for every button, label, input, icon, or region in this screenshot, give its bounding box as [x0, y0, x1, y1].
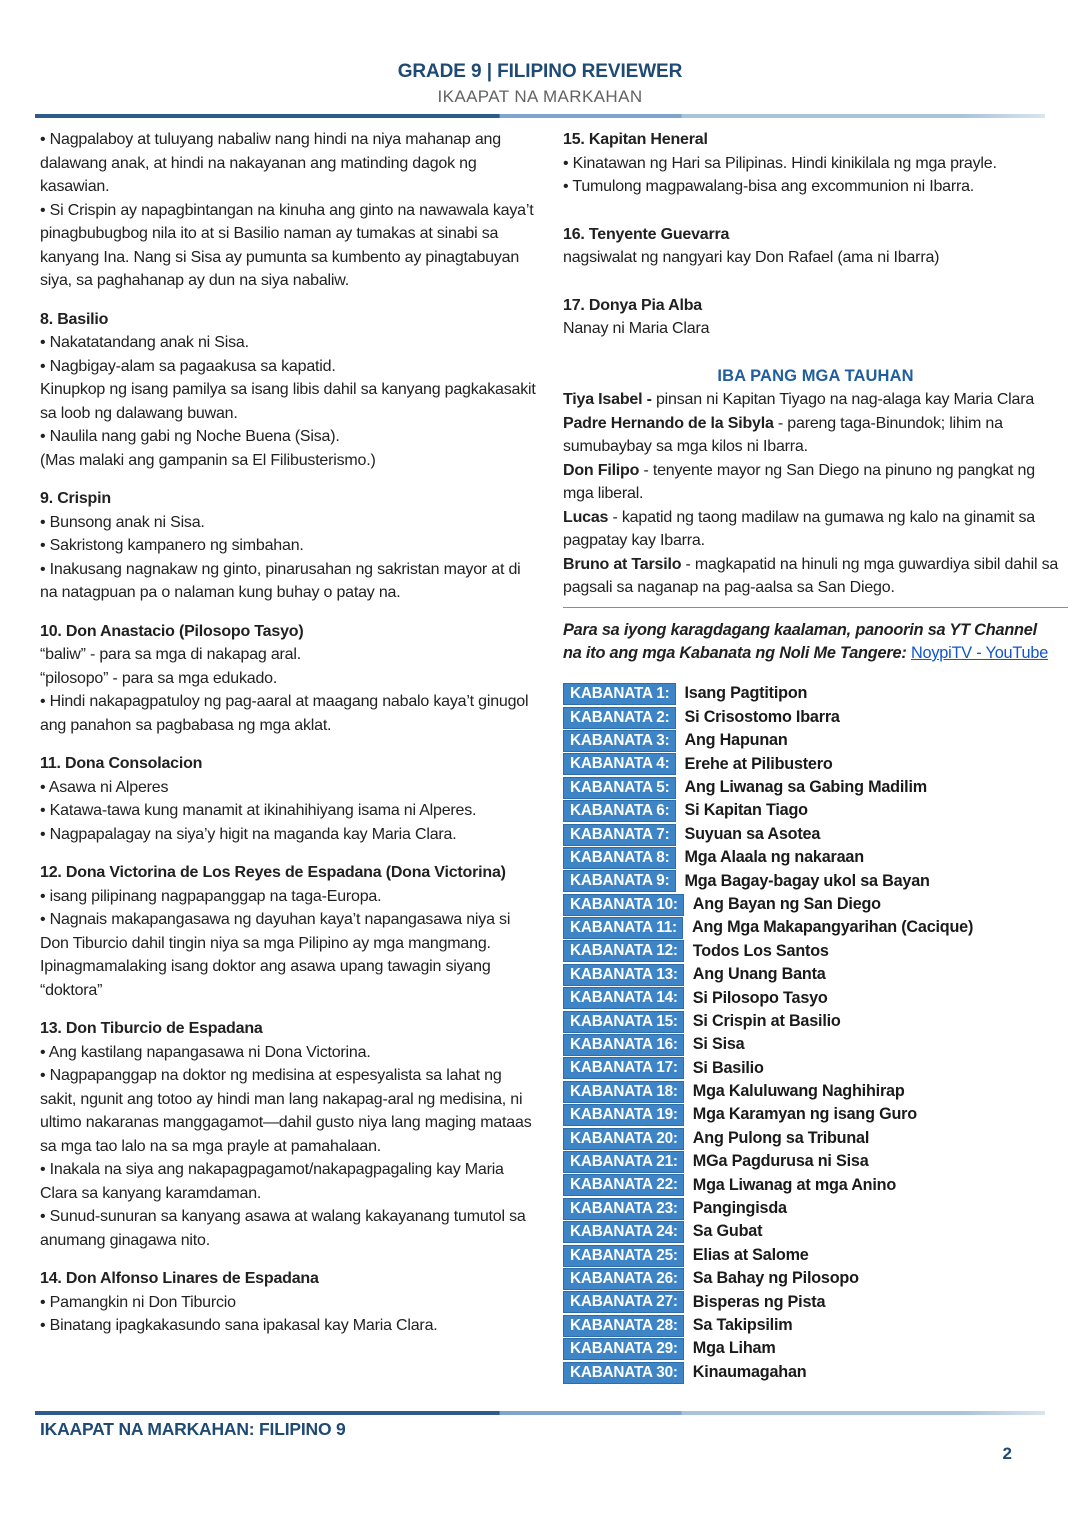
- kabanata-title: Mga Liwanag at mga Anino: [692, 1175, 897, 1194]
- text-line: • Naulila nang gabi ng Noche Buena (Sisa).: [40, 428, 340, 445]
- kabanata-row: [563, 893, 1068, 916]
- kabanata-title: Sa Gubat: [692, 1222, 763, 1241]
- kabanata-row: [563, 1033, 1068, 1056]
- character-description: - pareng taga-Binundok; lihim na sumubaybay sa mga kilos ni Ibarra.: [563, 414, 1003, 455]
- kabanata-row: [563, 1267, 1068, 1290]
- text-line: • Inakala na siya ang nakapagpagamot/nakapagpagaling kay Maria: [40, 1161, 504, 1178]
- kabanata-label: KABANATA 20:: [563, 1128, 684, 1150]
- kabanata-row: [563, 1174, 1068, 1197]
- character-entry: [563, 553, 1068, 600]
- kabanata-title: Si Crispin at Basilio: [692, 1011, 841, 1030]
- text-line: • Sakristong kampanero ng simbahan.: [40, 537, 304, 554]
- text-line: siya, sa paghahanap ay dun na siya nabaliw.: [40, 272, 349, 289]
- kabanata-label: KABANATA 14:: [563, 987, 684, 1009]
- text-line: (Mas malaki ang gampanin sa El Filibusterismo.): [40, 451, 376, 469]
- kabanata-title: Si Basilio: [692, 1058, 764, 1077]
- kabanata-title: Sa Bahay ng Pilosopo: [692, 1269, 859, 1288]
- kabanata-label: KABANATA 8:: [563, 847, 676, 869]
- kabanata-title: Ang Pulong sa Tribunal: [692, 1128, 870, 1147]
- text-line: anumang ginagawa nito.: [40, 1231, 210, 1249]
- text-line: kasawian.: [40, 178, 110, 195]
- kabanata-row: [563, 963, 1068, 986]
- text-line: • Nagpapanggap na doktor ng medisina at espesyalista sa lahat ng: [40, 1067, 502, 1084]
- text-line: • Pamangkin ni Don Tiburcio: [40, 1293, 236, 1311]
- kabanata-title: Mga Karamyan ng isang Guro: [692, 1105, 917, 1124]
- section-heading: 8. Basilio: [40, 310, 109, 328]
- other-characters-list: [563, 388, 1068, 600]
- footer-text: IKAAPAT NA MARKAHAN: FILIPINO 9: [40, 1419, 346, 1439]
- kabanata-title: Suyuan sa Asotea: [684, 824, 821, 843]
- character-entry: [563, 459, 1068, 506]
- character-name: Tiya Isabel -: [563, 391, 652, 408]
- page-number: 2: [1002, 1444, 1012, 1463]
- character-section: [40, 487, 558, 605]
- section-heading: 15. Kapitan Heneral: [563, 131, 708, 148]
- text-line: • Tumulong magpawalang-bisa ang excommunion ni Ibarra.: [563, 178, 975, 195]
- character-section: [563, 128, 1068, 199]
- text-line: ultimo nakaranas manggagamot—dahil gusto niya lang maging mataas: [40, 1114, 532, 1131]
- character-name: Padre Hernando de la Sibyla: [563, 414, 774, 432]
- text-line: pinagbubugbog nila ito at si Basilio naman ay tumakas at sinabi sa: [40, 225, 499, 242]
- text-line: sa mga tao lalo na sa mga prayle at pamahalaan.: [40, 1137, 382, 1155]
- text-line: • Nagpapalagay na siya’y higit na maganda kay Maria Clara.: [40, 825, 457, 843]
- kabanata-row: [563, 1220, 1068, 1243]
- section-heading: 10. Don Anastacio (Pilosopo Tasyo): [40, 622, 304, 640]
- text-line: dalawang anak, at hindi na nakayanan ang matinding dagok ng: [40, 154, 477, 172]
- section-divider-line: [563, 607, 1068, 608]
- character-name: Don Filipo: [563, 461, 640, 479]
- character-section: [40, 308, 558, 473]
- text-line: Nanay ni Maria Clara: [563, 320, 710, 337]
- character-section: [40, 752, 558, 846]
- kabanata-title: Ang Unang Banta: [692, 965, 826, 984]
- kabanata-row: [563, 823, 1068, 846]
- kabanata-label: KABANATA 3:: [563, 730, 676, 752]
- kabanata-row: [563, 1150, 1068, 1173]
- character-description: - kapatid ng taong madilaw na gumawa ng kalo na ginamit sa pagpatay kay Ibarra.: [563, 508, 1035, 549]
- yt-note-line2-text: na ito ang mga Kabanata ng Noli Me Tangere:: [563, 644, 911, 662]
- kabanata-title: Mga Bagay-bagay ukol sa Bayan: [684, 871, 930, 890]
- kabanata-row: [563, 1104, 1068, 1127]
- character-section: [40, 1017, 558, 1252]
- character-entry: [563, 506, 1068, 553]
- kabanata-title: Isang Pagtitipon: [684, 684, 808, 703]
- page-title: GRADE 9 | FILIPINO REVIEWER: [397, 61, 683, 82]
- section-heading: 11. Dona Consolacion: [40, 755, 203, 772]
- kabanata-label: KABANATA 13:: [563, 964, 684, 986]
- kabanata-row: [563, 846, 1068, 869]
- text-line: nagsiwalat ng nangyari kay Don Rafael (ama ni Ibarra): [563, 249, 940, 266]
- kabanata-label: KABANATA 23:: [563, 1198, 684, 1220]
- kabanata-title: Mga Liham: [692, 1339, 776, 1358]
- kabanata-row: [563, 1057, 1068, 1080]
- kabanata-label: KABANATA 5:: [563, 777, 676, 799]
- kabanata-row: [563, 870, 1068, 893]
- kabanata-label: KABANATA 24:: [563, 1221, 684, 1243]
- text-line: Don Tiburcio dahil tingin niya sa mga Pilipino ay mga mangmang.: [40, 934, 491, 952]
- character-section: [563, 223, 1068, 270]
- text-line: • Ang kastilang napangasawa ni Dona Victorina.: [40, 1043, 371, 1061]
- other-characters-heading: IBA PANG MGA TAUHAN: [717, 366, 914, 385]
- text-line: Clara sa kanyang karamdaman.: [40, 1184, 262, 1202]
- kabanata-row: [563, 753, 1068, 776]
- character-section: [40, 128, 558, 293]
- kabanata-row: [563, 1010, 1068, 1033]
- header-divider-line: [35, 114, 1045, 118]
- kabanata-label: KABANATA 15:: [563, 1011, 684, 1033]
- text-line: “doktora”: [40, 981, 103, 999]
- kabanata-title: Si Kapitan Tiago: [684, 801, 808, 820]
- kabanata-title: Ang Mga Makapangyarihan (Cacique): [691, 918, 974, 937]
- character-entry: [563, 412, 1068, 459]
- kabanata-title: Sa Takipsilim: [692, 1316, 793, 1334]
- section-heading: 14. Don Alfonso Linares de Espadana: [40, 1270, 319, 1287]
- kabanata-title: Todos Los Santos: [692, 941, 829, 960]
- section-heading: 13. Don Tiburcio de Espadana: [40, 1020, 263, 1037]
- text-line: • Nagnais makapangasawa ng dayuhan kaya’t napangasawa niya si: [40, 911, 511, 928]
- right-character-sections: [563, 128, 1068, 341]
- kabanata-row: [563, 940, 1068, 963]
- character-section: [40, 861, 558, 1002]
- kabanata-label: KABANATA 9:: [563, 870, 676, 892]
- character-section: [563, 294, 1068, 341]
- kabanata-label: KABANATA 11:: [563, 917, 683, 939]
- kabanata-label: KABANATA 10:: [563, 894, 684, 916]
- text-line: • Si Crispin ay napagbintangan na kinuha ang ginto na nawawala kaya’t: [40, 201, 534, 219]
- text-line: • Bunsong anak ni Sisa.: [40, 513, 205, 531]
- yt-note-line2: [563, 642, 1068, 666]
- kabanata-label: KABANATA 26:: [563, 1268, 684, 1290]
- kabanata-label: KABANATA 30:: [563, 1362, 684, 1384]
- yt-note-line1: Para sa iyong karagdagang kaalaman, panoorin sa YT Channel: [563, 620, 1037, 639]
- kabanata-label: KABANATA 12:: [563, 940, 684, 962]
- yt-note: [563, 619, 1068, 666]
- kabanata-row: [563, 776, 1068, 799]
- text-line: • Sunud-sunuran sa kanyang asawa at walang kakayanang tumutol sa: [40, 1208, 526, 1225]
- character-description: - tenyente mayor ng San Diego na pinuno ng pangkat ng mga liberal.: [563, 461, 1035, 502]
- text-line: • Asawa ni Alperes: [40, 778, 169, 796]
- character-entry: [563, 388, 1068, 412]
- kabanata-label: KABANATA 1:: [563, 683, 676, 705]
- chapter-list: [563, 683, 1068, 1385]
- section-heading: 16. Tenyente Guevarra: [563, 225, 730, 243]
- text-line: na natagpuan pa o nalaman kung buhay o patay na.: [40, 584, 401, 601]
- kabanata-title: Si Sisa: [692, 1035, 745, 1054]
- text-line: • Katawa-tawa kung manamit at ikinahihiyang isama ni Alperes.: [40, 802, 477, 819]
- text-line: kanyang Ina. Nang si Sisa ay pumunta sa kumbento ay pinagtabuyan: [40, 248, 520, 266]
- kabanata-title: Ang Bayan ng San Diego: [692, 894, 881, 913]
- kabanata-label: KABANATA 18:: [563, 1081, 684, 1103]
- kabanata-label: KABANATA 21:: [563, 1151, 684, 1173]
- page-header: [0, 0, 1080, 107]
- kabanata-label: KABANATA 16:: [563, 1034, 684, 1056]
- text-line: “baliw” - para sa mga di nakapag aral.: [40, 646, 301, 663]
- kabanata-title: Elias at Salome: [692, 1245, 809, 1264]
- character-section: [40, 1267, 558, 1338]
- left-column: [40, 128, 558, 1338]
- character-description: pinsan ni Kapitan Tiyago na nag-alaga kay Maria Clara: [655, 391, 1035, 408]
- text-line: • Binatang ipagkakasundo sana ipakasal kay Maria Clara.: [40, 1317, 438, 1334]
- section-heading: 9. Crispin: [40, 490, 111, 507]
- text-line: • Kinatawan ng Hari sa Pilipinas. Hindi kinikilala ng mga prayle.: [563, 154, 997, 172]
- kabanata-row: [563, 1337, 1068, 1360]
- character-description: - magkapatid na hinuli ng mga guwardiya sibil dahil sa pagsali sa naganap na pag-aalsa sa San Diego.: [563, 555, 1059, 596]
- kabanata-row: [563, 1127, 1068, 1150]
- kabanata-label: KABANATA 29:: [563, 1338, 684, 1360]
- kabanata-row: [563, 1197, 1068, 1220]
- section-heading: 12. Dona Victorina de Los Reyes de Espadana (Dona Victorina): [40, 864, 506, 881]
- kabanata-title: Si Pilosopo Tasyo: [692, 988, 828, 1007]
- kabanata-title: MGa Pagdurusa ni Sisa: [692, 1152, 869, 1171]
- kabanata-row: [563, 683, 1068, 706]
- right-column: [563, 128, 1068, 1384]
- text-line: • Nagpalaboy at tuluyang nabaliw nang hindi na niya mahanap ang: [40, 131, 501, 148]
- kabanata-row: [563, 1080, 1068, 1103]
- kabanata-row: [563, 799, 1068, 822]
- kabanata-row: [563, 706, 1068, 729]
- kabanata-title: Erehe at Pilibustero: [684, 754, 833, 773]
- kabanata-label: KABANATA 27:: [563, 1291, 684, 1313]
- kabanata-title: Mga Kaluluwang Naghihirap: [692, 1082, 905, 1101]
- section-heading: 17. Donya Pia Alba: [563, 296, 702, 314]
- footer-divider-line: [35, 1411, 1045, 1415]
- text-line: Ipinagmamalaking isang doktor ang asawa upang tawagin siyang: [40, 958, 491, 975]
- character-section: [40, 620, 558, 738]
- kabanata-label: KABANATA 17:: [563, 1057, 684, 1079]
- kabanata-label: KABANATA 19:: [563, 1104, 684, 1126]
- kabanata-row: [563, 1361, 1068, 1384]
- kabanata-title: Mga Alaala ng nakaraan: [684, 848, 864, 867]
- text-line: • Nagbigay-alam sa pagaakusa sa kapatid.: [40, 357, 336, 375]
- kabanata-label: KABANATA 4:: [563, 753, 676, 775]
- text-line: ang panahon sa pagbabasa ng mga aklat.: [40, 716, 332, 734]
- kabanata-row: [563, 1244, 1068, 1267]
- page-subtitle: IKAAPAT NA MARKAHAN: [437, 87, 643, 106]
- kabanata-row: [563, 729, 1068, 752]
- kabanata-label: KABANATA 22:: [563, 1174, 684, 1196]
- text-line: “pilosopo” - para sa mga edukado.: [40, 669, 278, 687]
- kabanata-label: KABANATA 25:: [563, 1245, 684, 1267]
- kabanata-row: [563, 1314, 1068, 1337]
- kabanata-title: Bisperas ng Pista: [692, 1292, 826, 1311]
- kabanata-title: Si Crisostomo Ibarra: [684, 707, 840, 726]
- kabanata-label: KABANATA 2:: [563, 707, 676, 729]
- character-name: Lucas: [563, 508, 609, 526]
- kabanata-row: [563, 1291, 1068, 1314]
- text-line: • Nakatatandang anak ni Sisa.: [40, 334, 249, 351]
- kabanata-label: KABANATA 7:: [563, 824, 676, 846]
- kabanata-title: Kinaumagahan: [692, 1362, 807, 1381]
- character-name: Bruno at Tarsilo: [563, 555, 682, 573]
- text-line: sa loob ng dalawang buwan.: [40, 404, 238, 422]
- text-line: sakit, ngunit ang totoo ay hindi man lang nakapag-aral ng medisina, ni: [40, 1090, 523, 1108]
- kabanata-title: Pangingisda: [692, 1199, 787, 1218]
- text-line: • Inakusang nagnakaw ng ginto, pinarusahan ng sakristan mayor at di: [40, 560, 521, 578]
- kabanata-title: Ang Hapunan: [684, 731, 788, 750]
- kabanata-label: KABANATA 28:: [563, 1315, 684, 1337]
- text-line: • isang pilipinang nagpapanggap na taga-Europa.: [40, 887, 382, 905]
- kabanata-row: [563, 987, 1068, 1010]
- text-line: • Hindi nakapagpatuloy ng pag-aaral at maagang nabalo kaya’t ginugol: [40, 693, 529, 710]
- text-line: Kinupkop ng isang pamilya sa isang libis dahil sa kanyang pagkakasakit: [40, 381, 536, 398]
- kabanata-title: Ang Liwanag sa Gabing Madilim: [684, 778, 927, 797]
- kabanata-label: KABANATA 6:: [563, 800, 676, 822]
- youtube-link[interactable]: NoypiTV - YouTube: [910, 644, 1049, 662]
- kabanata-row: [563, 916, 1068, 939]
